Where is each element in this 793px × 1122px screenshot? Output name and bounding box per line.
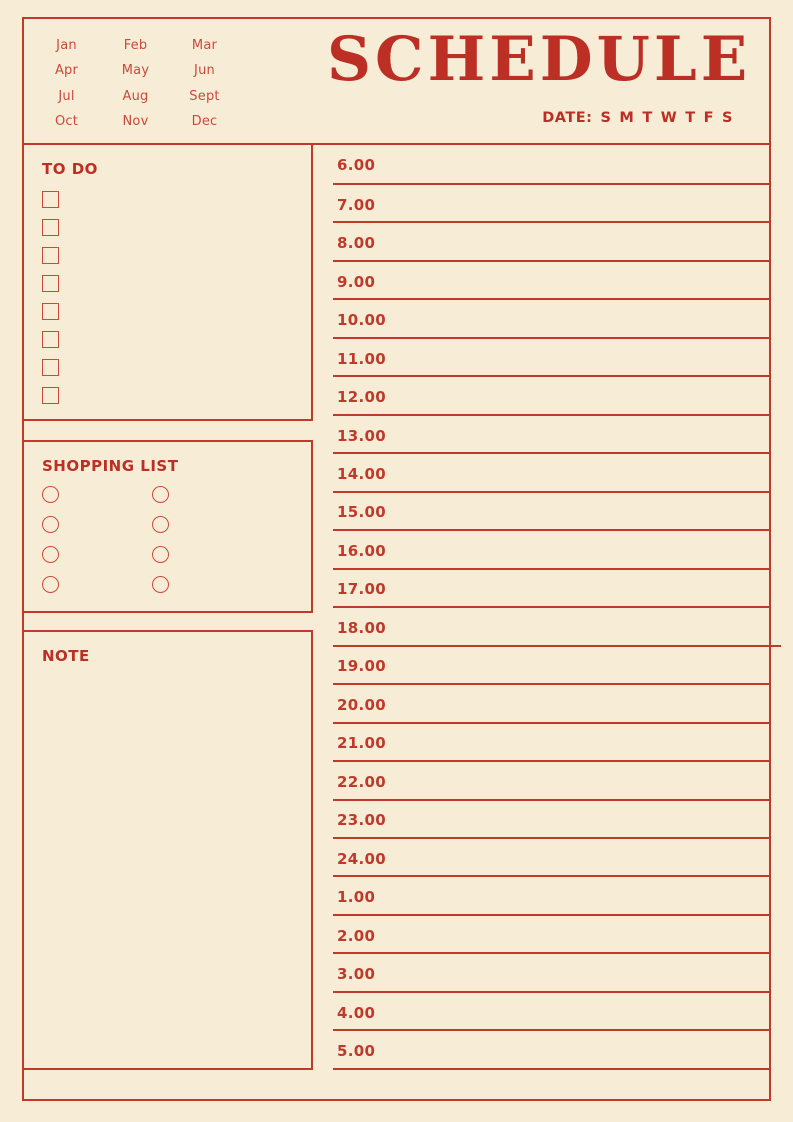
schedule-row-9.00[interactable] xyxy=(333,262,771,300)
month-option-oct[interactable]: Oct xyxy=(54,114,79,130)
schedule-row-20.00[interactable] xyxy=(333,685,771,723)
time-label: 18.00 xyxy=(337,618,386,637)
note-writing-area[interactable] xyxy=(42,665,293,1045)
schedule-row-1.00[interactable] xyxy=(333,877,771,915)
shopping-list-section xyxy=(22,440,313,613)
weekday-option-0[interactable]: S xyxy=(600,110,612,126)
schedule-grid xyxy=(333,143,771,1070)
todo-section xyxy=(22,143,313,421)
month-option-jun[interactable]: Jun xyxy=(194,63,215,79)
time-label: 16.00 xyxy=(337,541,386,560)
note-section xyxy=(22,630,313,1070)
schedule-row-15.00[interactable] xyxy=(333,493,771,531)
weekday-option-1[interactable]: M xyxy=(619,110,635,126)
schedule-row-18.00[interactable] xyxy=(333,608,771,646)
month-option-jan[interactable]: Jan xyxy=(56,38,77,53)
note-title: NOTE xyxy=(42,647,90,665)
weekday-options xyxy=(592,110,733,126)
weekday-option-5[interactable]: F xyxy=(703,110,715,126)
schedule-row-13.00[interactable] xyxy=(333,416,771,454)
schedule-row-24.00[interactable] xyxy=(333,839,771,877)
time-label: 2.00 xyxy=(337,926,376,945)
todo-checkbox[interactable] xyxy=(42,219,59,236)
page-title: SCHEDULE xyxy=(327,24,752,95)
month-option-jul[interactable]: Jul xyxy=(58,88,75,104)
month-grid xyxy=(32,33,239,135)
todo-checkbox[interactable] xyxy=(42,359,59,376)
time-label: 12.00 xyxy=(337,388,386,407)
todo-checkbox[interactable] xyxy=(42,387,59,404)
time-label: 7.00 xyxy=(337,195,376,214)
weekday-option-6[interactable]: S xyxy=(722,110,733,126)
schedule-row-6.00[interactable] xyxy=(333,143,771,185)
shopping-circle[interactable] xyxy=(152,516,169,533)
todo-checkbox[interactable] xyxy=(42,191,59,208)
month-option-feb[interactable]: Feb xyxy=(123,38,148,53)
schedule-row-2.00[interactable] xyxy=(333,916,771,954)
time-label: 4.00 xyxy=(337,1003,376,1022)
schedule-row-22.00[interactable] xyxy=(333,762,771,800)
time-label: 1.00 xyxy=(337,888,376,907)
schedule-row-3.00[interactable] xyxy=(333,954,771,992)
shopping-circle[interactable] xyxy=(42,576,59,593)
weekday-option-3[interactable]: W xyxy=(660,110,678,126)
time-label: 6.00 xyxy=(337,155,376,174)
todo-checkbox-list xyxy=(42,191,293,404)
date-row xyxy=(542,110,733,126)
todo-title: TO DO xyxy=(42,160,98,178)
time-label: 19.00 xyxy=(337,657,386,676)
todo-checkbox[interactable] xyxy=(42,331,59,348)
todo-checkbox[interactable] xyxy=(42,303,59,320)
schedule-row-23.00[interactable] xyxy=(333,801,771,839)
schedule-row-12.00[interactable] xyxy=(333,377,771,415)
time-label: 14.00 xyxy=(337,465,386,484)
time-label: 10.00 xyxy=(337,311,386,330)
schedule-row-14.00[interactable] xyxy=(333,454,771,492)
schedule-row-17.00[interactable] xyxy=(333,570,771,608)
month-option-nov[interactable]: Nov xyxy=(122,114,149,130)
time-label: 5.00 xyxy=(337,1042,376,1061)
shopping-circle[interactable] xyxy=(42,546,59,563)
month-option-dec[interactable]: Dec xyxy=(191,114,218,130)
shopping-circle[interactable] xyxy=(152,576,169,593)
time-label: 15.00 xyxy=(337,503,386,522)
time-label: 22.00 xyxy=(337,772,386,791)
todo-checkbox[interactable] xyxy=(42,275,59,292)
month-option-aug[interactable]: Aug xyxy=(122,88,149,104)
time-label: 20.00 xyxy=(337,695,386,714)
time-label: 8.00 xyxy=(337,234,376,253)
shopping-circle[interactable] xyxy=(152,486,169,503)
time-label: 17.00 xyxy=(337,580,386,599)
schedule-row-16.00[interactable] xyxy=(333,531,771,569)
shopping-circle-list xyxy=(42,486,293,593)
month-option-mar[interactable]: Mar xyxy=(191,38,218,53)
schedule-row-19.00[interactable] xyxy=(333,647,771,685)
time-label: 23.00 xyxy=(337,811,386,830)
month-option-may[interactable]: May xyxy=(121,63,150,79)
schedule-row-8.00[interactable] xyxy=(333,223,771,261)
time-label: 9.00 xyxy=(337,272,376,291)
schedule-row-5.00[interactable] xyxy=(333,1031,771,1069)
shopping-circle[interactable] xyxy=(152,546,169,563)
schedule-row-4.00[interactable] xyxy=(333,993,771,1031)
time-label: 24.00 xyxy=(337,849,386,868)
shopping-circle[interactable] xyxy=(42,516,59,533)
todo-checkbox[interactable] xyxy=(42,247,59,264)
time-label: 3.00 xyxy=(337,965,376,984)
schedule-row-21.00[interactable] xyxy=(333,724,771,762)
weekday-option-4[interactable]: T xyxy=(685,110,696,126)
schedule-row-10.00[interactable] xyxy=(333,300,771,338)
time-label: 11.00 xyxy=(337,349,386,368)
date-label: DATE: xyxy=(542,110,593,126)
schedule-row-7.00[interactable] xyxy=(333,185,771,223)
time-label: 13.00 xyxy=(337,426,386,445)
schedule-row-11.00[interactable] xyxy=(333,339,771,377)
time-label: 21.00 xyxy=(337,734,386,753)
month-option-sept[interactable]: Sept xyxy=(189,88,220,104)
weekday-option-2[interactable]: T xyxy=(642,110,653,126)
shopping-circle[interactable] xyxy=(42,486,59,503)
month-option-apr[interactable]: Apr xyxy=(54,63,79,79)
shopping-list-title: SHOPPING LIST xyxy=(42,457,179,475)
